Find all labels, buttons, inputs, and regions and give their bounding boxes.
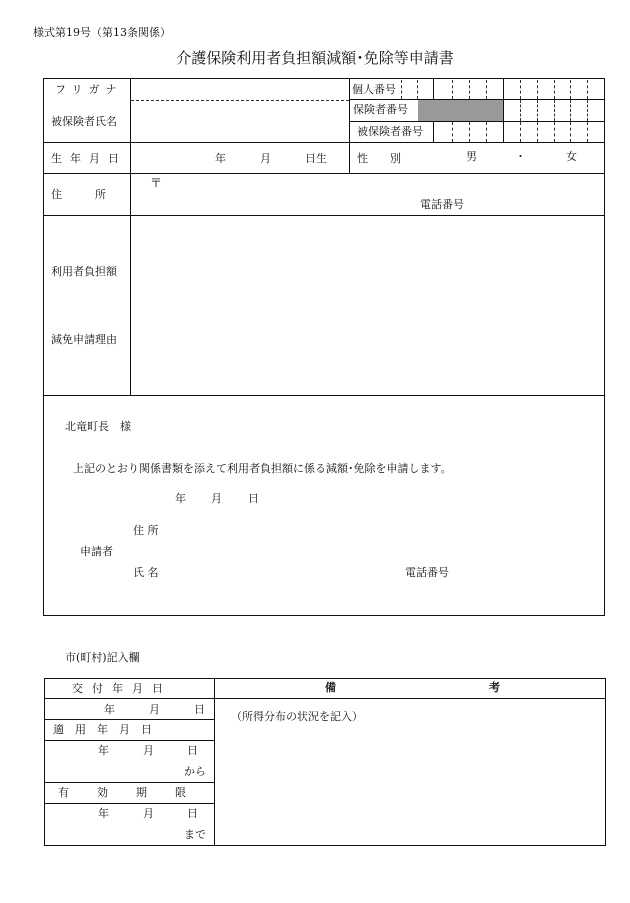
sex-male: 男 (466, 150, 477, 163)
issue-year: 年 (104, 703, 115, 716)
form-title: 介護保険利用者負担額減額･免除等申請書 (176, 49, 454, 67)
sex-separator: ・ (515, 150, 526, 163)
date-day-label: 日 (248, 492, 259, 505)
divider (45, 803, 214, 804)
insurer-number-label: 保険者番号 (353, 103, 408, 116)
digit-divider (537, 122, 538, 142)
office-section-caption: 市(町村)記入欄 (65, 651, 140, 664)
remarks-note: （所得分布の状況を記入） (231, 710, 363, 723)
insured-name-label: 被保険者氏名 (51, 115, 117, 128)
furigana-dashed-line (131, 100, 349, 101)
divider (44, 215, 604, 216)
digit-divider (520, 122, 521, 142)
digit-divider (452, 80, 453, 99)
birth-year-label: 年 (215, 152, 226, 165)
address-label: 住 所 (51, 188, 106, 201)
digit-divider (469, 122, 470, 142)
digit-divider (554, 100, 555, 121)
digit-divider (554, 80, 555, 99)
digit-divider (401, 80, 402, 99)
birth-day-label: 日生 (305, 152, 327, 165)
date-year-label: 年 (175, 492, 186, 505)
digit-divider (554, 122, 555, 142)
office-table-frame (44, 678, 606, 846)
addressee: 北竜町長 様 (65, 420, 131, 433)
digit-divider (570, 122, 571, 142)
apply-year: 年 (98, 744, 109, 757)
personal-number-label: 個人番号 (352, 83, 396, 96)
digit-divider (587, 100, 588, 121)
divider (214, 679, 215, 845)
divider (44, 142, 604, 143)
birth-month-label: 月 (260, 152, 271, 165)
apply-date-header: 適用年月日 (53, 723, 163, 736)
declaration-text: 上記のとおり関係書類を添えて利用者負担額に係る減額･免除を申請します。 (73, 462, 452, 475)
digit-divider (587, 80, 588, 99)
divider (44, 173, 604, 174)
applicant-phone-label: 電話番号 (405, 566, 449, 579)
remarks-header-2: 考 (489, 681, 500, 694)
postal-mark: 〒 (150, 176, 163, 190)
digit-divider (417, 80, 418, 99)
digit-divider (537, 80, 538, 99)
applicant-name-label: 氏 名 (133, 566, 159, 579)
digit-divider (520, 80, 521, 99)
apply-day: 日 (187, 744, 198, 757)
divider (349, 79, 350, 173)
reason-label-line1: 利用者負担額 (51, 265, 117, 278)
issue-month: 月 (149, 703, 160, 716)
divider (45, 698, 605, 699)
form-number: 様式第19号（第13条関係） (33, 26, 171, 39)
insured-number-label: 被保険者番号 (357, 125, 423, 138)
divider (45, 719, 214, 720)
digit-divider (486, 80, 487, 99)
apply-month: 月 (143, 744, 154, 757)
sex-female: 女 (566, 150, 577, 163)
insurer-number-shaded-cell (418, 100, 503, 121)
issue-day: 日 (194, 703, 205, 716)
divider (45, 740, 214, 741)
sex-label: 性 別 (357, 152, 401, 165)
validity-month: 月 (143, 807, 154, 820)
phone-label: 電話番号 (420, 198, 464, 211)
reason-label-line2: 減免申請理由 (51, 333, 117, 346)
birthdate-label: 生年月日 (51, 152, 127, 165)
validity-day: 日 (187, 807, 198, 820)
issue-date-header: 交付年月日 (72, 682, 172, 695)
from-label: から (184, 765, 206, 778)
digit-divider (570, 80, 571, 99)
applicant-address-label: 住 所 (133, 524, 159, 537)
digit-divider (469, 80, 470, 99)
date-month-label: 月 (211, 492, 222, 505)
digit-divider (486, 122, 487, 142)
until-label: まで (184, 828, 206, 841)
divider (503, 79, 504, 142)
divider (130, 79, 131, 395)
furigana-label: フリガナ (55, 83, 123, 96)
divider (349, 121, 604, 122)
divider (45, 782, 214, 783)
digit-divider (452, 122, 453, 142)
digit-divider (537, 100, 538, 121)
divider (44, 395, 604, 396)
validity-header: 有効期限 (58, 786, 214, 799)
digit-divider (520, 100, 521, 121)
validity-year: 年 (98, 807, 109, 820)
digit-divider (587, 122, 588, 142)
remarks-header-1: 備 (325, 681, 336, 694)
digit-divider (570, 100, 571, 121)
applicant-label: 申請者 (80, 545, 113, 558)
